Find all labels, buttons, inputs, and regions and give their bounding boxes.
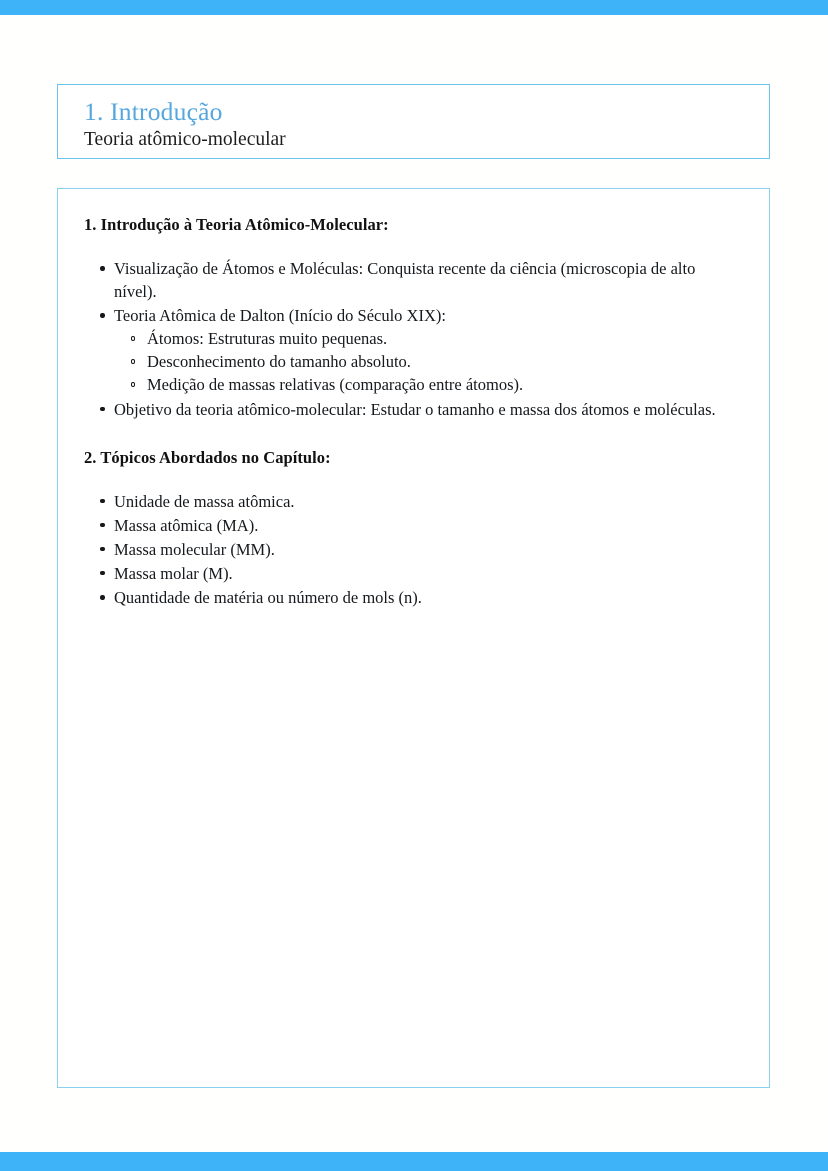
- list-item: [84, 398, 735, 421]
- bottom-accent-bar: [0, 1152, 828, 1171]
- document-body-card: [57, 188, 770, 1088]
- list-item: [84, 586, 735, 609]
- sub-list-item: [114, 373, 735, 396]
- content-section: [84, 215, 735, 421]
- list-item: [84, 304, 735, 396]
- list-item-text: Visualização de Átomos e Moléculas: Conquista recente da ciência (microscopia de alto nível).: [114, 259, 696, 302]
- sub-bullet-list: [114, 327, 735, 396]
- sub-list-item-text: Desconhecimento do tamanho absoluto.: [147, 352, 411, 372]
- bullet-list: [84, 257, 735, 421]
- content-section: [84, 448, 735, 609]
- sub-list-item-text: Átomos: Estruturas muito pequenas.: [147, 329, 388, 349]
- document-header-card: [57, 84, 770, 159]
- sub-list-item: [114, 350, 735, 373]
- list-item: [84, 257, 735, 303]
- page-title: 1. Introdução: [84, 97, 223, 126]
- list-item: [84, 490, 735, 513]
- top-accent-bar: [0, 0, 828, 15]
- section-heading: 1. Introdução à Teoria Atômico-Molecular:: [84, 215, 389, 234]
- list-item: [84, 562, 735, 585]
- sub-list-item: [114, 327, 735, 350]
- list-item-text: Teoria Atômica de Dalton (Início do Século XIX):: [114, 306, 446, 326]
- section-heading: 2. Tópicos Abordados no Capítulo:: [84, 447, 331, 467]
- page-subtitle: Teoria atômico-molecular: [84, 128, 286, 150]
- list-item-text: Massa atômica (MA).: [114, 515, 259, 535]
- list-item-text: Quantidade de matéria ou número de mols (n).: [114, 588, 422, 608]
- list-item-text: Unidade de massa atômica.: [114, 491, 295, 511]
- list-item-text: Massa molecular (MM).: [114, 539, 275, 559]
- sub-list-item-text: Medição de massas relativas (comparação entre átomos).: [147, 375, 524, 395]
- bullet-list: [84, 490, 735, 609]
- list-item: [84, 514, 735, 537]
- list-item-text: Massa molar (M).: [114, 563, 233, 583]
- document-page: [0, 15, 828, 1152]
- list-item: [84, 538, 735, 561]
- list-item-text: Objetivo da teoria atômico-molecular: Estudar o tamanho e massa dos átomos e moléculas.: [114, 399, 716, 419]
